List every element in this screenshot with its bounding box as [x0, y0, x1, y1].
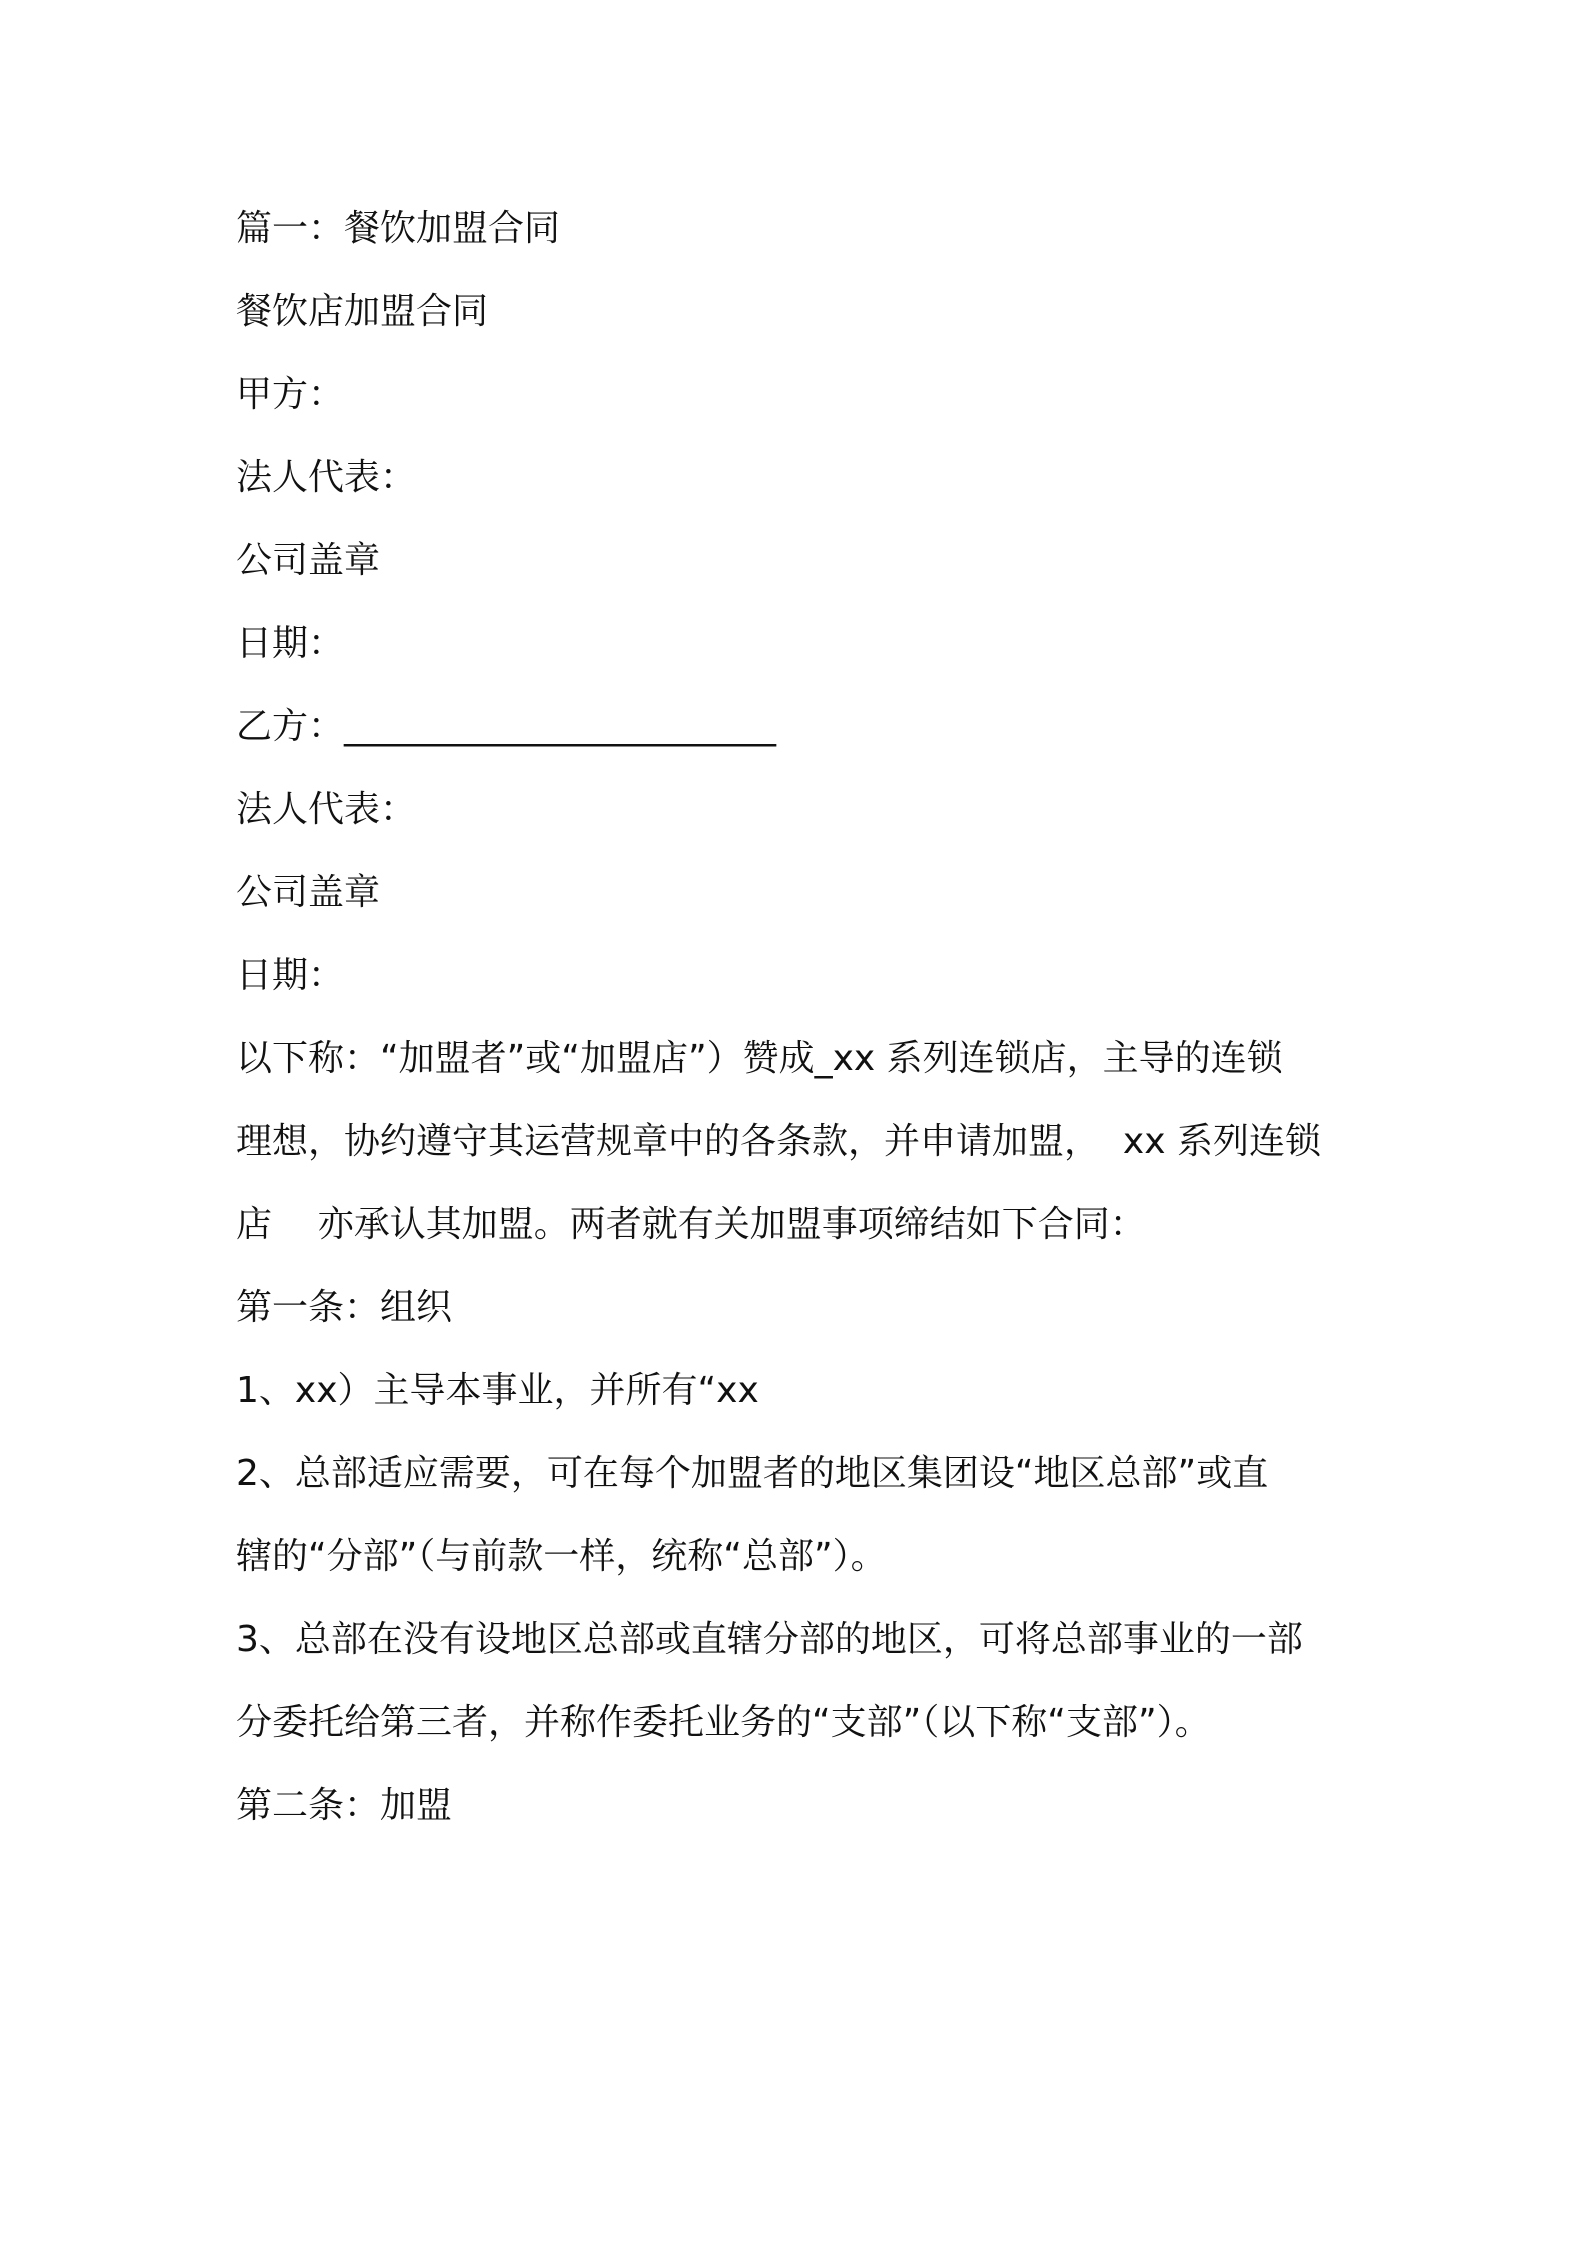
legal-rep-label: 法人代表：	[236, 457, 417, 498]
party-b-label: 乙方：________________________	[236, 706, 777, 747]
date-label: 日期：	[236, 955, 345, 996]
party-a-label: 甲方：	[236, 374, 345, 415]
paragraph-line: 理想，协约遵守其运营规章中的各条款，并申请加盟， xx 系列连锁	[236, 1121, 1321, 1162]
paragraph-line: 店 亦承认其加盟。两者就有关加盟事项缔结如下合同：	[236, 1204, 1146, 1245]
article-heading: 第一条：组织	[236, 1287, 453, 1328]
paragraph-line: 以下称：“加盟者”或“加盟店”）赞成_xx 系列连锁店，主导的连锁	[236, 1038, 1283, 1079]
clause-line: 1、xx）主导本事业，并所有“xx	[236, 1370, 759, 1411]
legal-rep-label: 法人代表：	[236, 789, 417, 830]
clause-line: 分委托给第三者，并称作委托业务的“支部”（以下称“支部”）。	[236, 1702, 1211, 1743]
date-label: 日期：	[236, 623, 345, 664]
company-seal-label: 公司盖章	[236, 540, 381, 581]
contract-title: 餐饮店加盟合同	[236, 291, 489, 332]
clause-line: 2、总部适应需要，可在每个加盟者的地区集团设“地区总部”或直	[236, 1453, 1269, 1494]
company-seal-label: 公司盖章	[236, 872, 381, 913]
clause-line: 辖的“分部”（与前款一样，统称“总部”）。	[236, 1536, 887, 1577]
clause-line: 3、总部在没有设地区总部或直辖分部的地区，可将总部事业的一部	[236, 1619, 1303, 1660]
article-heading: 第二条：加盟	[236, 1785, 453, 1826]
heading-line: 篇一：餐饮加盟合同	[236, 208, 561, 249]
